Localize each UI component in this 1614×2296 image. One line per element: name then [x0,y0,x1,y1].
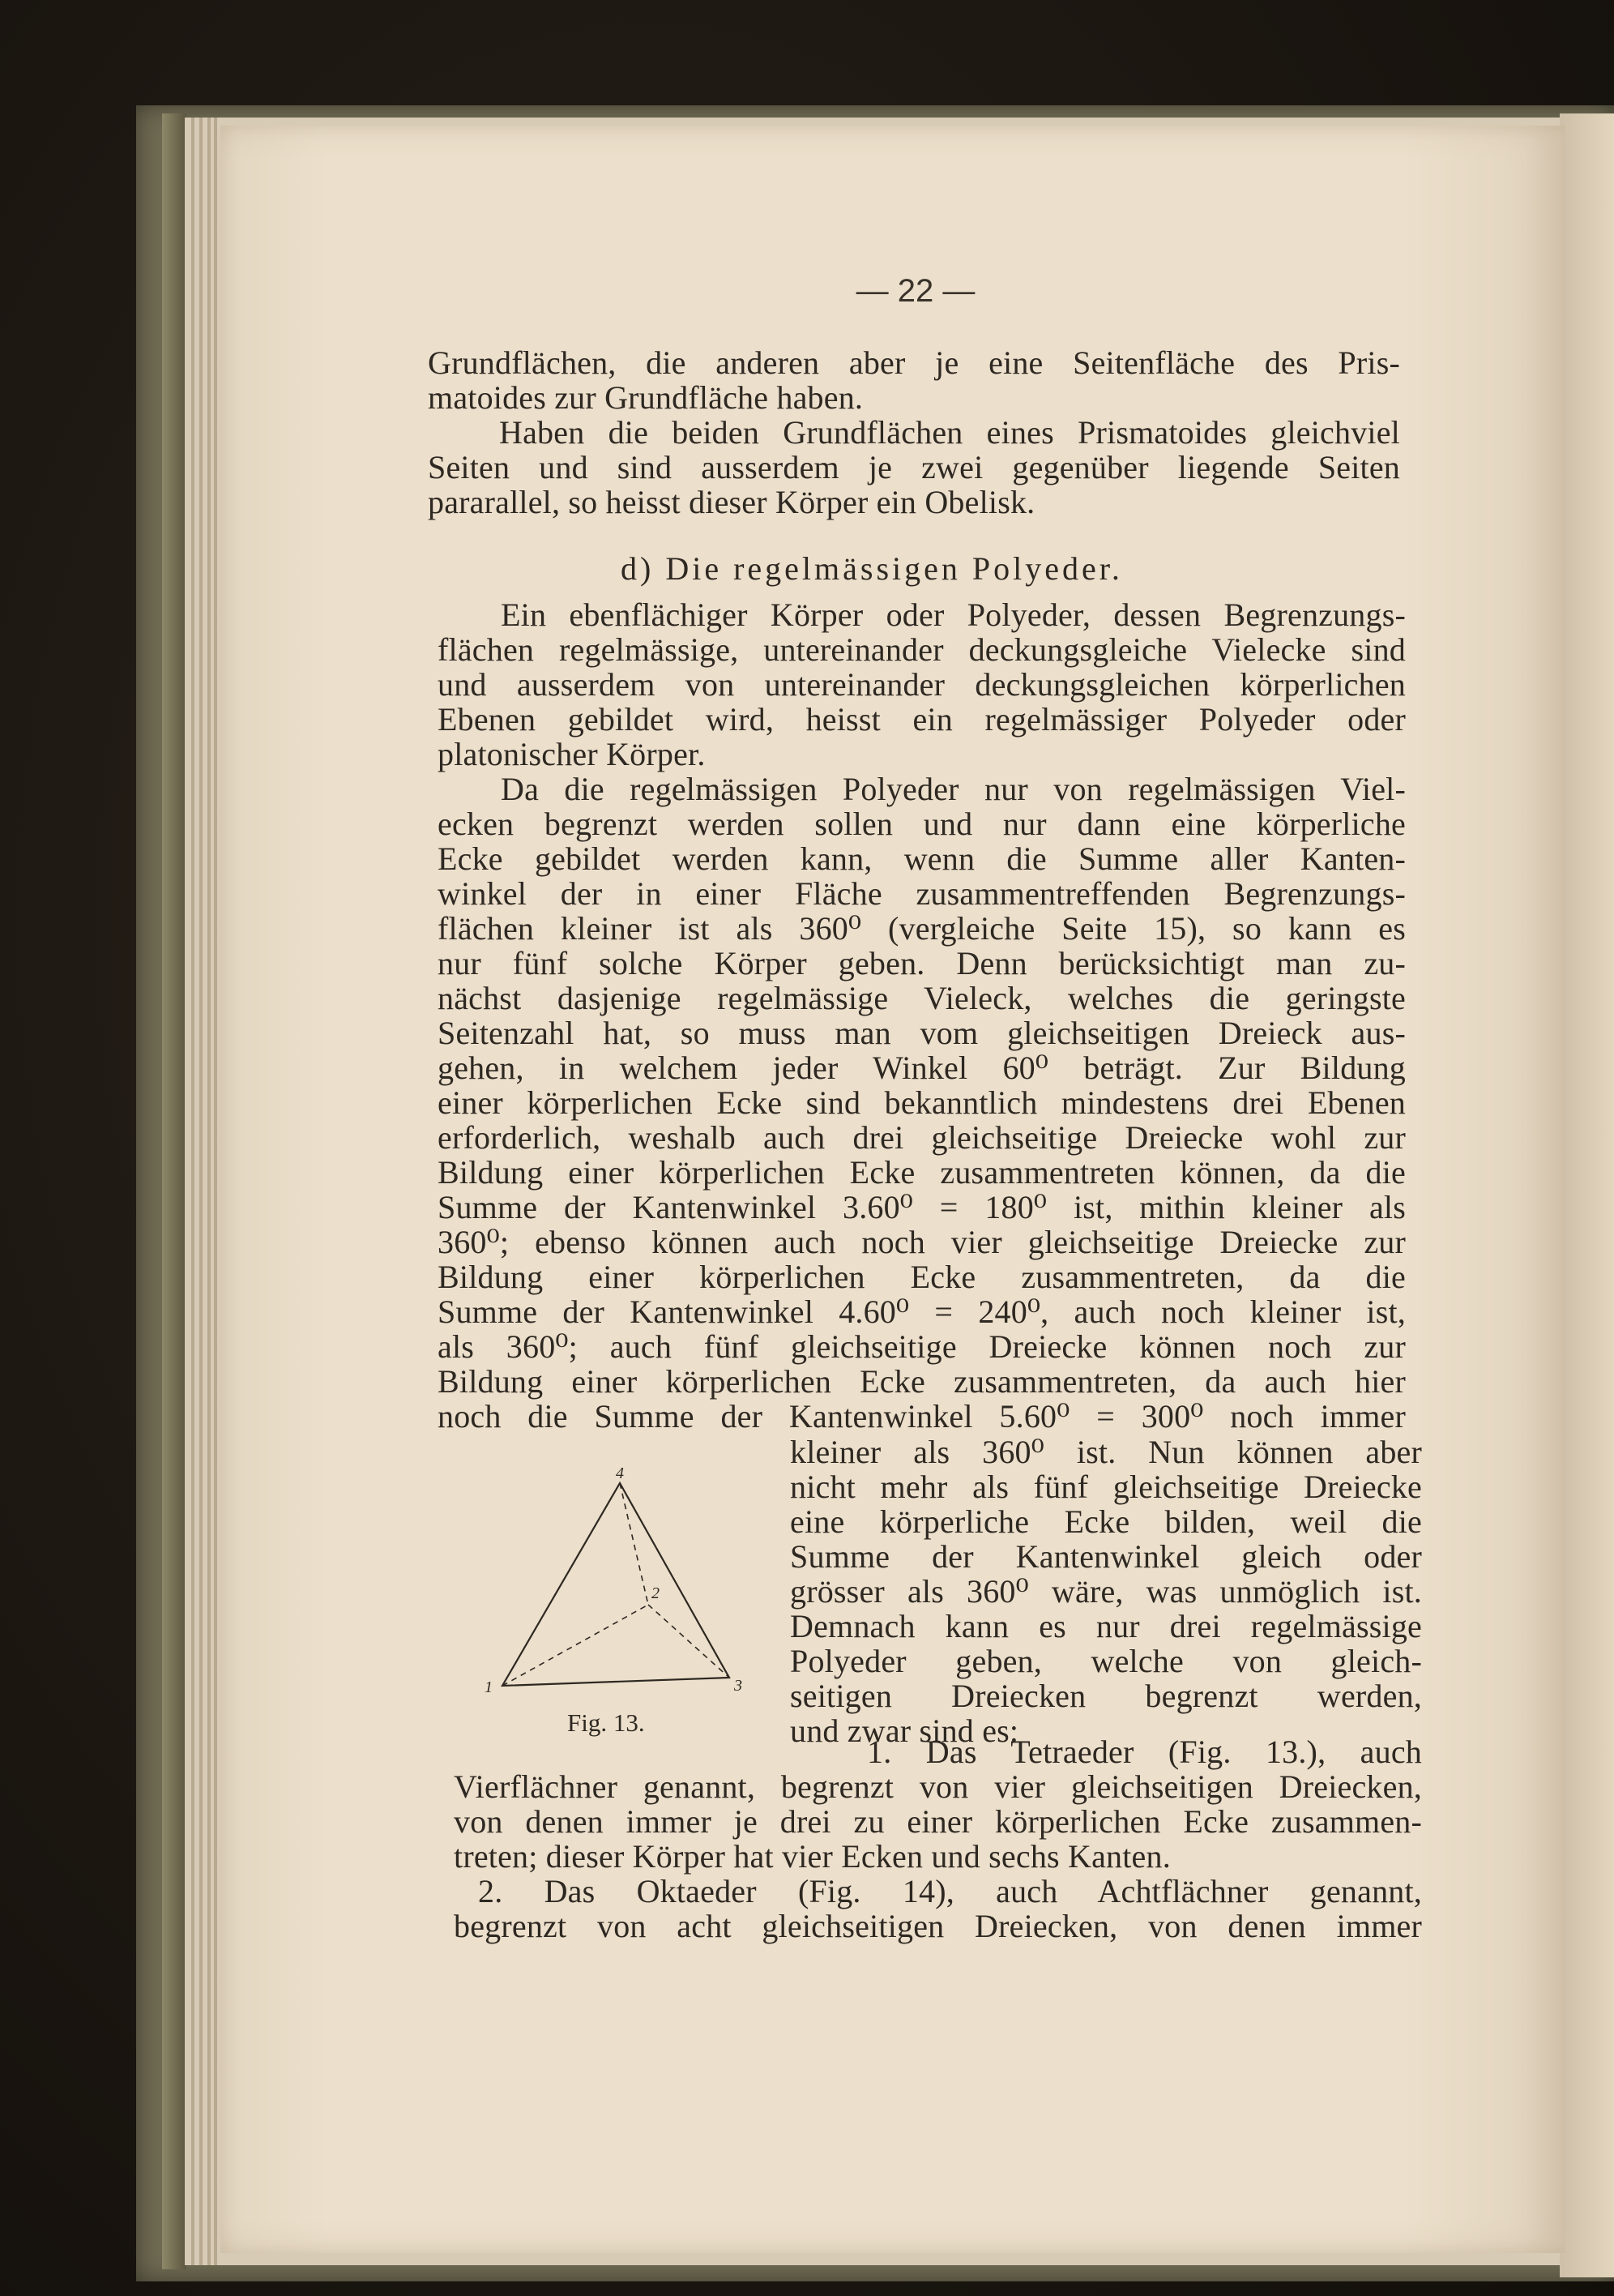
text-line: als 360⁰; auch fünf gleichseitige Dreiecke können noch zur [438,1328,1406,1365]
text-line: Summe der Kantenwinkel 4.60⁰ = 240⁰, auch noch kleiner ist, [438,1293,1406,1330]
text-line: Seiten und sind ausserdem je zwei gegenüber liegende Seiten [428,449,1400,485]
text-line: nicht mehr als fünf gleichseitige Dreiecke [790,1469,1422,1505]
text-line: grösser als 360⁰ wäre, was unmöglich ist. [790,1573,1422,1610]
vertex-label: 1 [485,1678,493,1696]
text-line: Ebenen gebildet wird, heisst ein regelmässiger Polyeder oder [438,701,1406,738]
body-text [438,597,1406,1434]
text-line: flächen regelmässige, untereinander deckungsgleiche Vielecke sind [438,631,1406,668]
section-heading: d) Die regelmässigen Polyeder. [621,550,1123,587]
tetrahedron-outline [502,1483,729,1686]
text-line: nächst dasjenige regelmässige Vieleck, welches die geringste [438,980,1406,1016]
text-line: und zwar sind es: [790,1712,1019,1749]
page-number: — 22 — [856,273,976,309]
text-line: matoides zur Grundfläche haben. [428,379,864,416]
text-line: Grundflächen, die anderen aber je eine Seitenfläche des Pris- [428,344,1400,381]
text-line: und ausserdem von untereinander deckungsgleichen körperlichen [438,666,1406,703]
text-line: seitigen Dreiecken begrenzt werden, [790,1678,1422,1714]
text-line: noch die Summe der Kantenwinkel 5.60⁰ = 300⁰ noch immer [438,1398,1406,1434]
text-line: Summe der Kantenwinkel gleich oder [790,1538,1422,1575]
vertex-label: 3 [734,1677,742,1695]
text-line: begrenzt von acht gleichseitigen Dreiecken, von denen immer [454,1908,1422,1944]
text-line: einer körperlichen Ecke sind bekanntlich mindestens drei Ebenen [438,1084,1406,1121]
hidden-edge [620,1483,648,1605]
tetrahedron-figure [478,1467,754,1702]
vertex-label: 2 [651,1584,660,1602]
text-line: Bildung einer körperlichen Ecke zusammentreten, da auch hier [438,1363,1406,1400]
text-line: treten; dieser Körper hat vier Ecken und sechs Kanten. [454,1838,1171,1875]
hidden-edge [502,1605,648,1686]
text-line: Ecke gebildet werden kann, wenn die Summe aller Kanten- [438,840,1406,877]
next-page-edge [1560,113,1614,2277]
list-text [454,1734,1422,1943]
book-spine-edge [162,113,186,2269]
text-line: 2. Das Oktaeder (Fig. 14), auch Achtflächner genannt, [478,1873,1422,1909]
text-line: Summe der Kantenwinkel 3.60⁰ = 180⁰ ist, mithin kleiner als [438,1189,1406,1225]
text-line: Haben die beiden Grundflächen eines Prismatoides gleichviel [499,414,1400,451]
text-line: Ein ebenflächiger Körper oder Polyeder, dessen Begrenzungs- [501,596,1406,633]
text-line: platonischer Körper. [438,736,706,772]
top-paragraphs [428,345,1400,519]
text-line: nur fünf solche Körper geben. Denn berücksichtigt man zu- [438,945,1406,981]
text-line: Da die regelmässigen Polyeder nur von regelmässigen Viel- [501,771,1406,807]
text-line: pararallel, so heisst dieser Körper ein Obelisk. [428,484,1035,520]
text-line: von denen immer je drei zu einer körperlichen Ecke zusammen- [454,1803,1422,1840]
text-line: Bildung einer körperlichen Ecke zusammentreten, da die [438,1259,1406,1295]
text-line: kleiner als 360⁰ ist. Nun können aber [790,1434,1422,1470]
text-line: Seitenzahl hat, so muss man vom gleichseitigen Dreieck aus- [438,1015,1406,1051]
text-line: gehen, in welchem jeder Winkel 60⁰ beträgt. Zur Bildung [438,1050,1406,1086]
text-line: ecken begrenzt werden sollen und nur dann eine körperliche [438,806,1406,842]
text-line: erforderlich, weshalb auch drei gleichseitige Dreiecke wohl zur [438,1119,1406,1156]
right-column-text [790,1434,1422,1748]
text-line: winkel der in einer Fläche zusammentreffenden Begrenzungs- [438,875,1406,912]
text-line: 360⁰; ebenso können auch noch vier gleichseitige Dreiecke zur [438,1224,1406,1260]
figure-caption: Fig. 13. [567,1708,645,1737]
text-line: Polyeder geben, welche von gleich- [790,1643,1422,1679]
hidden-edge [648,1605,729,1678]
text-line: eine körperliche Ecke bilden, weil die [790,1503,1422,1540]
text-line: Bildung einer körperlichen Ecke zusammentreten können, da die [438,1154,1406,1191]
vertex-label: 4 [616,1467,624,1482]
text-line: Vierflächner genannt, begrenzt von vier gleichseitigen Dreiecken, [454,1768,1422,1805]
text-line: Demnach kann es nur drei regelmässige [790,1608,1422,1644]
text-line: 1. Das Tetraeder (Fig. 13.), auch [867,1734,1422,1770]
text-line: flächen kleiner ist als 360⁰ (vergleiche Seite 15), so kann es [438,910,1406,947]
